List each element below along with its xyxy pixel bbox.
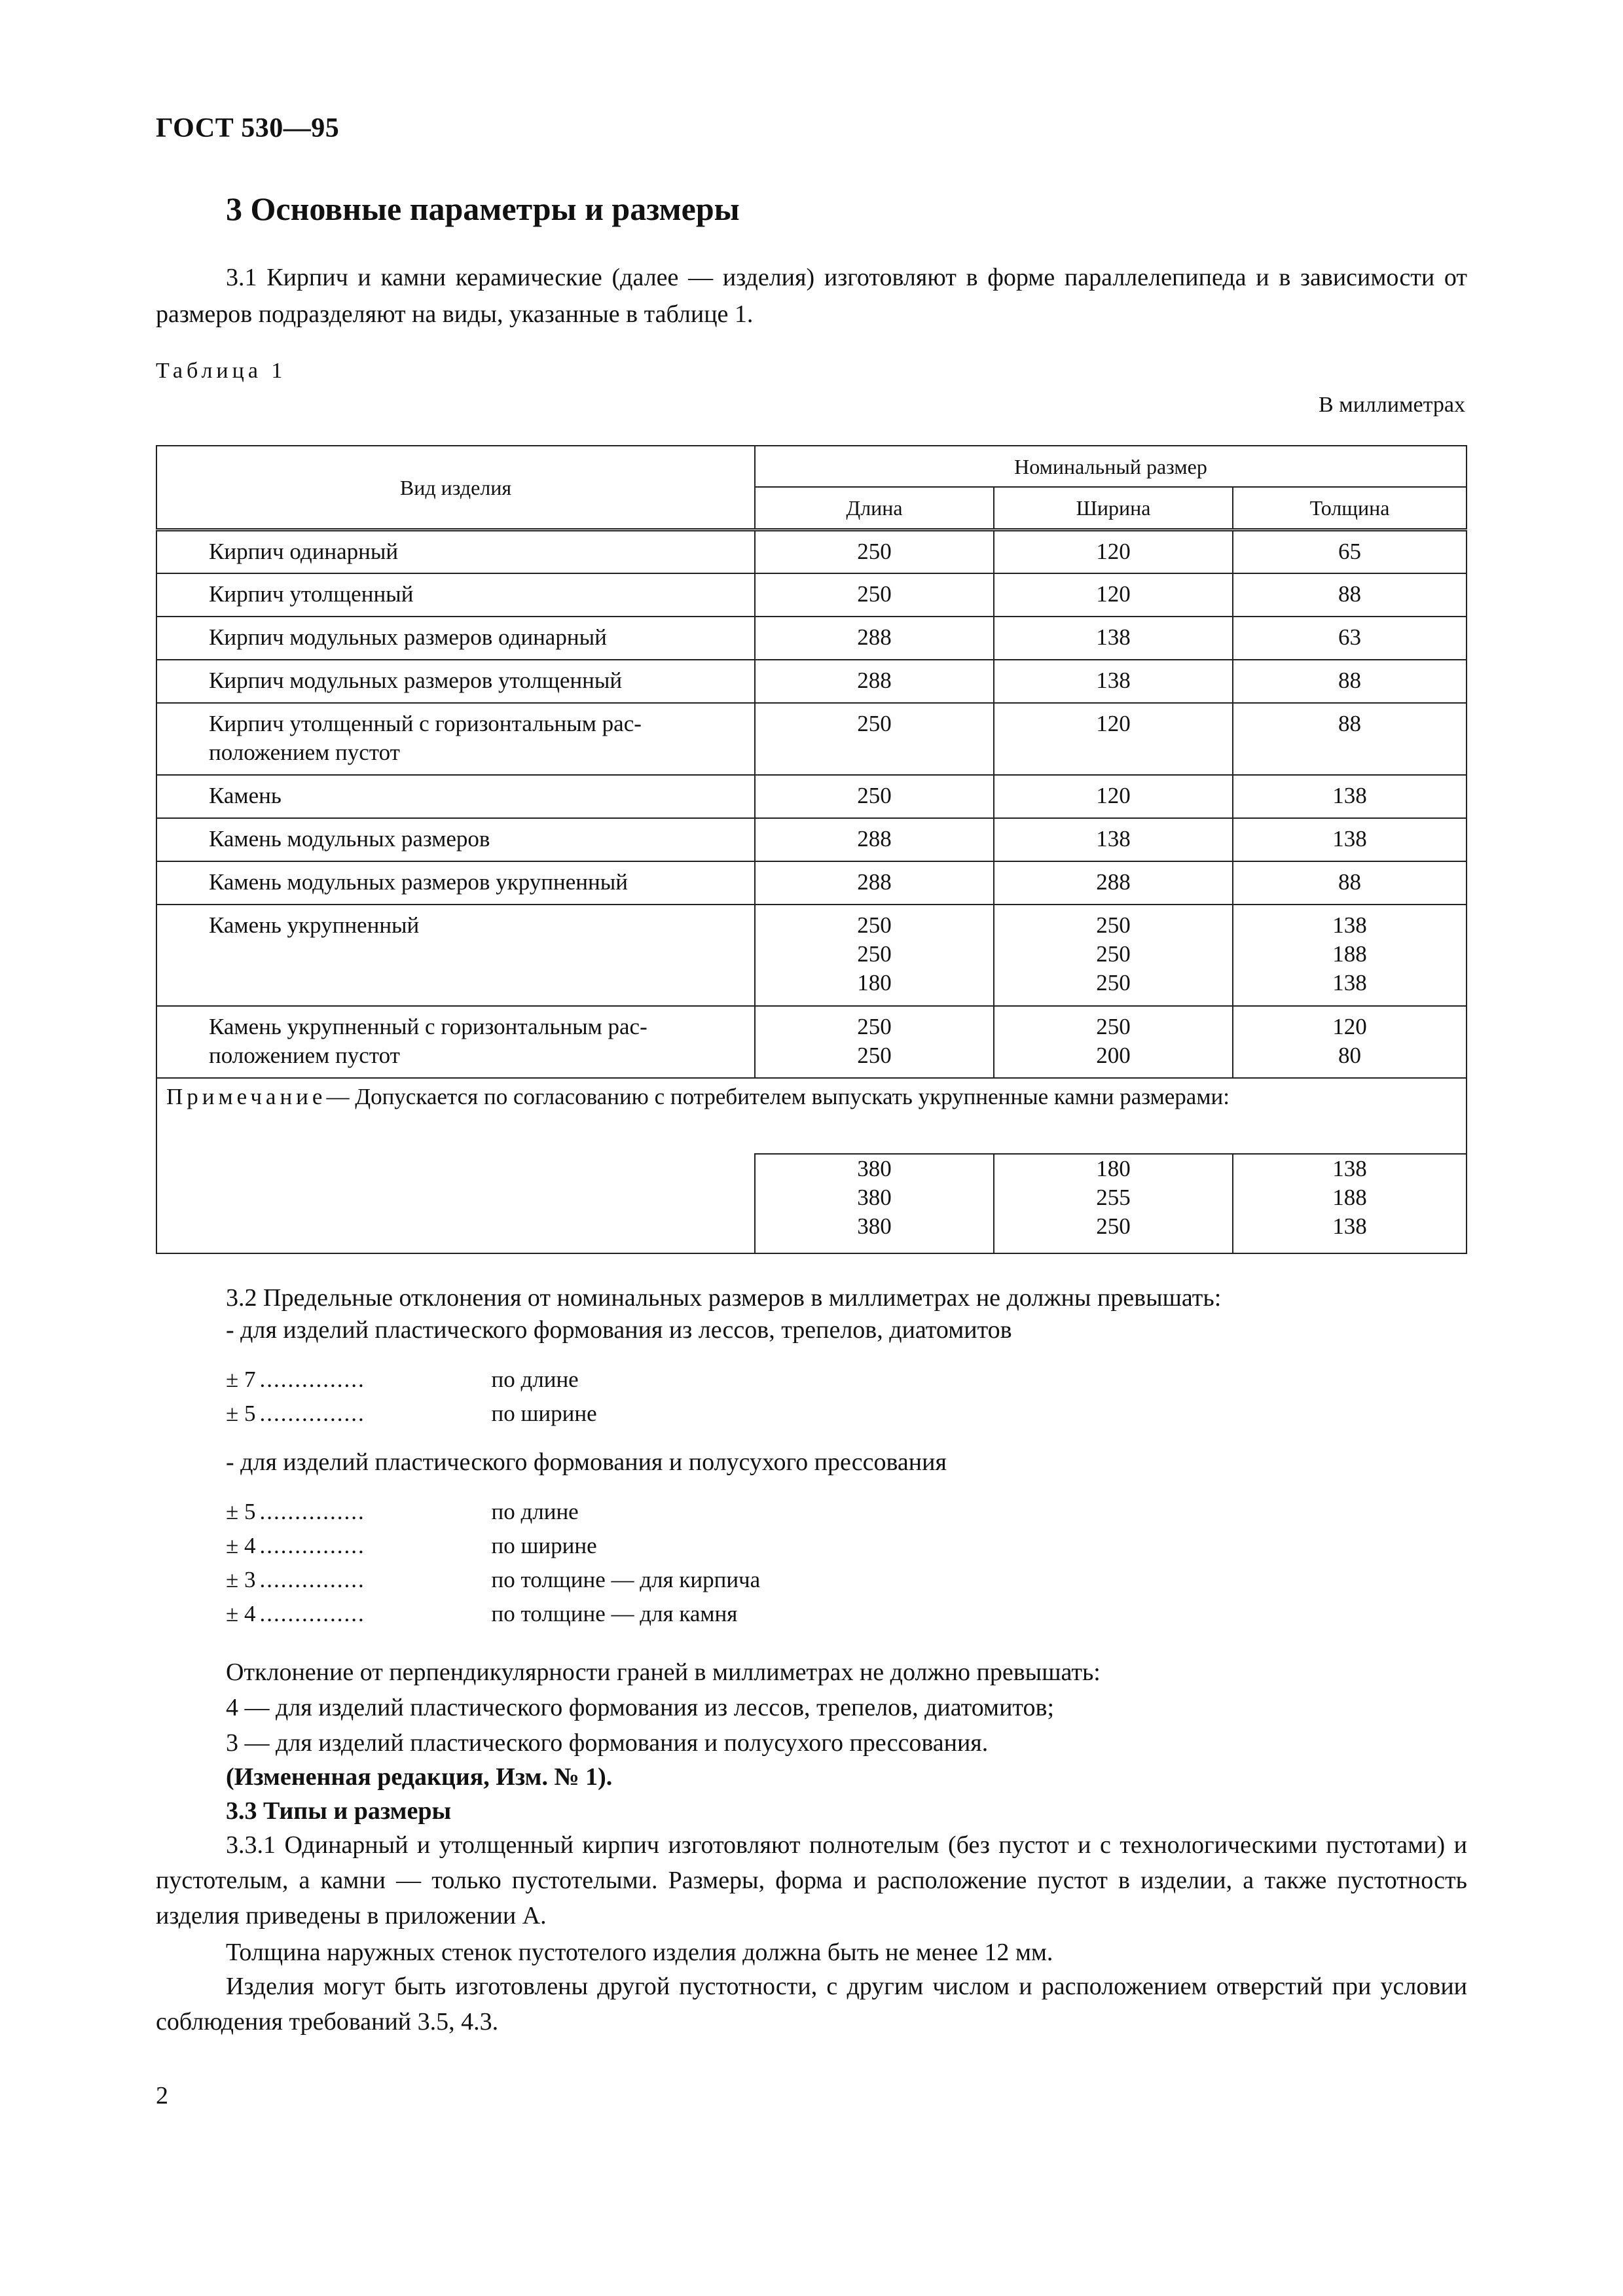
cell-product-name: Кирпич утолщенный с горизонтальным рас- положением пустот (156, 703, 755, 775)
cell-thickness: 138 188 138 (1233, 1154, 1467, 1253)
cell-product-name: Камень модульных размеров укрупненный (156, 861, 755, 905)
cell-length: 288 (755, 617, 994, 660)
paragraph-3-1 (156, 259, 1467, 332)
tolerance-value: ± 4 (226, 1533, 256, 1558)
paragraph-text: 3.1 Кирпич и камни керамические (далее — изделия) изготовляют в форме параллелепипеда и в зависимости от размеров подразделяют на виды, указанные в таблице 1. (156, 264, 1467, 328)
table-row (156, 818, 1467, 861)
tolerance-description: по толщине — для кирпича (491, 1567, 761, 1592)
paragraph-3-3-1 (156, 1827, 1467, 1933)
cell-thickness: 120 80 (1233, 1006, 1467, 1078)
cell-width: 138 (994, 818, 1233, 861)
cell-product-name: Кирпич модульных размеров одинарный (156, 617, 755, 660)
cell-width: 120 (994, 775, 1233, 818)
table-row (156, 861, 1467, 905)
document-header: ГОСТ 530—95 (156, 113, 340, 143)
leader-dots: ............... (259, 1401, 365, 1426)
tolerance-value: ± 5 (226, 1401, 256, 1426)
tolerance-description: по толщине — для камня (491, 1601, 738, 1626)
tolerance-value: ± 3 (226, 1567, 256, 1592)
cell-length: 288 (755, 660, 994, 703)
cell-length: 288 (755, 818, 994, 861)
header-nominal-size: Номинальный размер (755, 446, 1467, 487)
cell-product-name: Кирпич модульных размеров утолщенный (156, 660, 755, 703)
section-title: 3 Основные параметры и размеры (226, 190, 740, 227)
header-product-type: Вид изделия (156, 446, 755, 530)
cell-product-name: Камень модульных размеров (156, 818, 755, 861)
paragraph-3-2 (156, 1280, 1467, 1316)
group2-title: - для изделий пластического формования и полусухого прессования (226, 1448, 947, 1476)
paragraph-wall-thickness: Толщина наружных стенок пустотелого изделия должна быть не менее 12 мм. (226, 1939, 1053, 1966)
cell-width: 120 (994, 703, 1233, 775)
table-row (156, 703, 1467, 775)
cell-thickness: 88 (1233, 660, 1467, 703)
note-text: — Допускается по согласованию с потребителем выпускать укрупненные камни размерами: (326, 1083, 1230, 1109)
table-row (156, 530, 1467, 573)
perpendicularity-item-3: 3 — для изделий пластического формования и полусухого прессования. (226, 1729, 989, 1757)
table-caption: Таблица 1 (156, 359, 287, 383)
cell-product-name: Кирпич утолщенный (156, 573, 755, 617)
tolerance-item (226, 1499, 579, 1525)
leader-dots: ............... (259, 1499, 365, 1524)
table-note-row (156, 1078, 1467, 1154)
tolerance-item (226, 1601, 737, 1627)
page-number: 2 (156, 2082, 168, 2109)
tolerance-description: по ширине (491, 1401, 597, 1426)
cell-length: 250 (755, 530, 994, 573)
cell-length: 250 (755, 775, 994, 818)
tolerance-description: по длине (491, 1499, 579, 1524)
tolerance-item (226, 1533, 597, 1559)
paragraph-text: 3.3.1 Одинарный и утолщенный кирпич изготовляют полнотелым (без пустот и с технологическими пустотами) и пустотелым, а камни — только пустотелыми. Размеры, форма и расположение пустот в изделии, а также пустотность изделия приведены в приложении А. (156, 1831, 1467, 1929)
tolerance-item (226, 1567, 760, 1593)
cell-width: 138 (994, 617, 1233, 660)
cell-thickness: 88 (1233, 573, 1467, 617)
tolerance-description: по длине (491, 1367, 579, 1392)
cell-product-name: Камень (156, 775, 755, 818)
cell-length: 250 (755, 573, 994, 617)
group1-title: - для изделий пластического формования из лессов, трепелов, диатомитов (226, 1316, 1012, 1344)
cell-product-name: Кирпич одинарный (156, 530, 755, 573)
table-row (156, 660, 1467, 703)
cell-width: 120 (994, 530, 1233, 573)
leader-dots: ............... (259, 1567, 365, 1592)
subsection-3-3-title: 3.3 Типы и размеры (226, 1797, 452, 1825)
cell-width: 250 250 250 (994, 905, 1233, 1006)
cell-length: 380 380 380 (755, 1154, 994, 1253)
note-blank-cell (156, 1154, 755, 1253)
cell-thickness: 138 (1233, 818, 1467, 861)
table-row (156, 905, 1467, 1006)
paragraph-text: Изделия могут быть изготовлены другой пустотности, с другим числом и расположением отверстий при условии соблюдения требований 3.5, 4.3. (156, 1973, 1467, 2036)
table-row (156, 1006, 1467, 1078)
header-thickness: Толщина (1233, 487, 1467, 529)
table-row (156, 775, 1467, 818)
cell-thickness: 88 (1233, 861, 1467, 905)
table-row (156, 573, 1467, 617)
cell-thickness: 138 (1233, 775, 1467, 818)
tolerance-description: по ширине (491, 1533, 597, 1558)
dimensions-table (156, 445, 1467, 1254)
header-width: Ширина (994, 487, 1233, 529)
cell-thickness: 65 (1233, 530, 1467, 573)
cell-product-name: Камень укрупненный с горизонтальным рас- положением пустот (156, 1006, 755, 1078)
tolerance-value: ± 4 (226, 1601, 256, 1626)
cell-length: 288 (755, 861, 994, 905)
tolerance-value: ± 5 (226, 1499, 256, 1524)
table-units: В миллиметрах (1319, 393, 1465, 417)
table-row (156, 617, 1467, 660)
tolerance-value: ± 7 (226, 1367, 256, 1392)
paragraph-other-hollowness (156, 1969, 1467, 2039)
cell-width: 138 (994, 660, 1233, 703)
cell-thickness: 138 188 138 (1233, 905, 1467, 1006)
perpendicularity-intro: Отклонение от перпендикулярности граней в миллиметрах не должно превышать: (226, 1659, 1101, 1686)
tolerance-item (226, 1367, 579, 1393)
cell-length: 250 (755, 703, 994, 775)
perpendicularity-item-4: 4 — для изделий пластического формования из лессов, трепелов, диатомитов; (226, 1694, 1055, 1721)
cell-thickness: 88 (1233, 703, 1467, 775)
cell-length: 250 250 180 (755, 905, 994, 1006)
cell-thickness: 63 (1233, 617, 1467, 660)
table-note (156, 1078, 1467, 1154)
cell-width: 250 200 (994, 1006, 1233, 1078)
cell-width: 288 (994, 861, 1233, 905)
header-length: Длина (755, 487, 994, 529)
cell-product-name: Камень укрупненный (156, 905, 755, 1006)
cell-width: 120 (994, 573, 1233, 617)
cell-width: 180 255 250 (994, 1154, 1233, 1253)
tolerance-item (226, 1401, 597, 1427)
revision-note: (Измененная редакция, Изм. № 1). (226, 1763, 613, 1791)
paragraph-text: 3.2 Предельные отклонения от номинальных размеров в миллиметрах не должны превышать: (226, 1284, 1222, 1312)
leader-dots: ............... (259, 1367, 365, 1392)
table-note-values-row (156, 1154, 1467, 1253)
leader-dots: ............... (259, 1533, 365, 1558)
cell-length: 250 250 (755, 1006, 994, 1078)
leader-dots: ............... (259, 1601, 365, 1626)
note-label: Примечание (166, 1083, 327, 1109)
